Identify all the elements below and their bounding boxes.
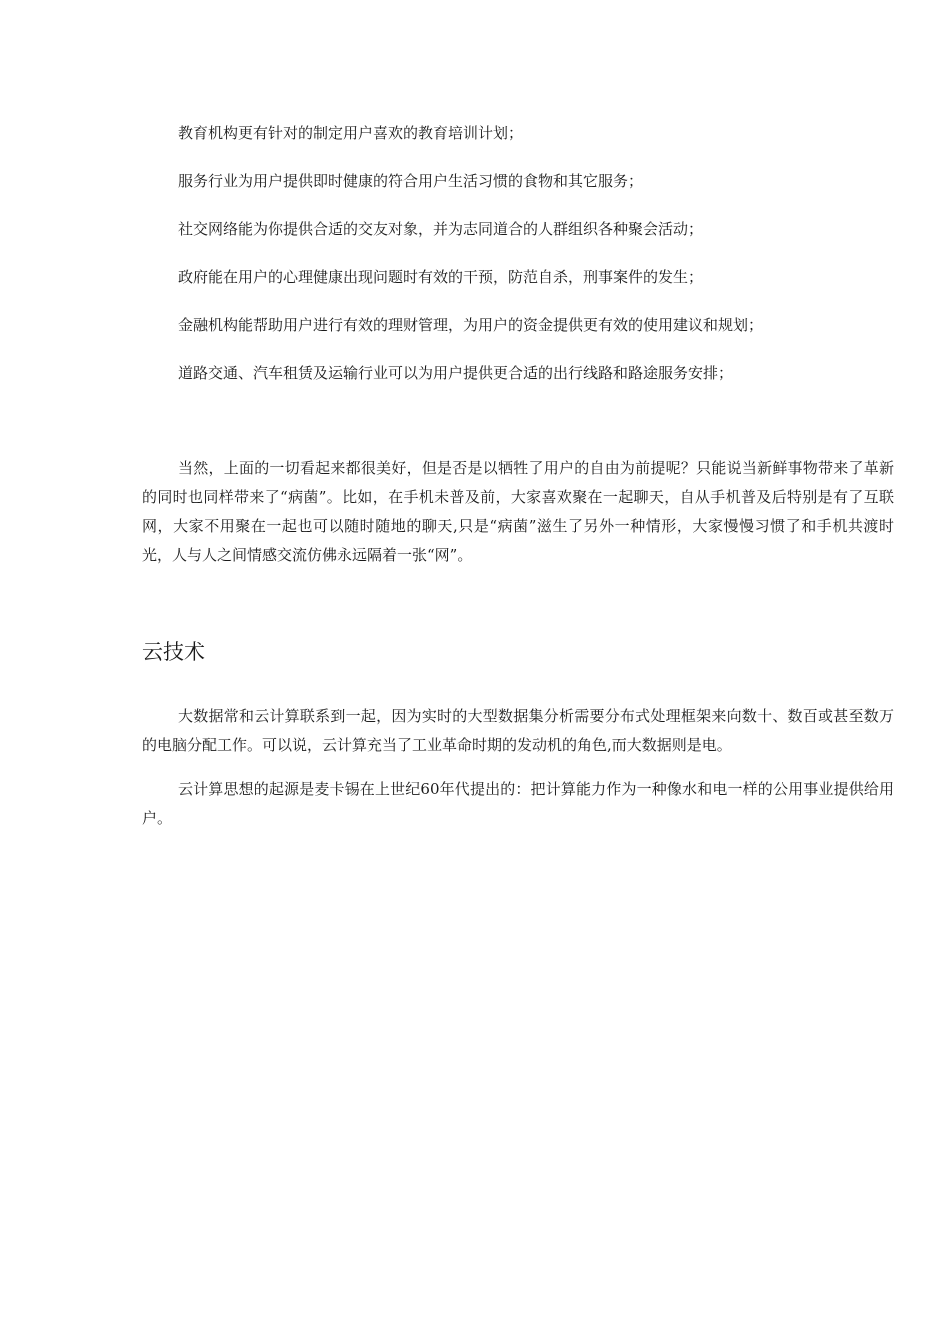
list-item-services: 服务行业为用户提供即时健康的符合用户生活习惯的食物和其它服务； (178, 172, 644, 190)
list-item-social-network: 社交网络能为你提供合适的交友对象，并为志同道合的人群组织各种聚会活动； (178, 220, 704, 238)
list-item-government: 政府能在用户的心理健康出现问题时有效的干预，防范自杀，刑事案件的发生； (178, 268, 704, 286)
section-heading-cloud: 云技术 (142, 640, 205, 664)
list-item-finance: 金融机构能帮助用户进行有效的理财管理，为用户的资金提供更有效的使用建议和规划； (178, 316, 764, 334)
paragraph-cloud-1: 大数据常和云计算联系到一起，因为实时的大型数据集分析需要分布式处理框架来向数十、数百或甚至数万的电脑分配工作。可以说，云计算充当了工业革命时期的发动机的角色,而大数据则是电。 (142, 707, 894, 754)
paragraph-cloud-2: 云计算思想的起源是麦卡锡在上世纪60年代提出的：把计算能力作为一种像水和电一样的公用事业提供给用户。 (142, 780, 894, 827)
list-item-transport: 道路交通、汽车租赁及运输行业可以为用户提供更合适的出行线路和路途服务安排； (178, 364, 734, 382)
list-item-education: 教育机构更有针对的制定用户喜欢的教育培训计划； (178, 124, 524, 142)
paragraph-freedom: 当然，上面的一切看起来都很美好，但是否是以牺牲了用户的自由为前提呢？只能说当新鲜事物带来了革新的同时也同样带来了“病菌”。比如，在手机未普及前，大家喜欢聚在一起聊天，自从手机普及后特别是有了互联网，大家不用聚在一起也可以随时随地的聊天,只是“病菌”滋生了另外一种情形，大家慢慢习惯了和手机共渡时光，人与人之间情感交流仿佛永远隔着一张“网”。 (142, 459, 894, 564)
